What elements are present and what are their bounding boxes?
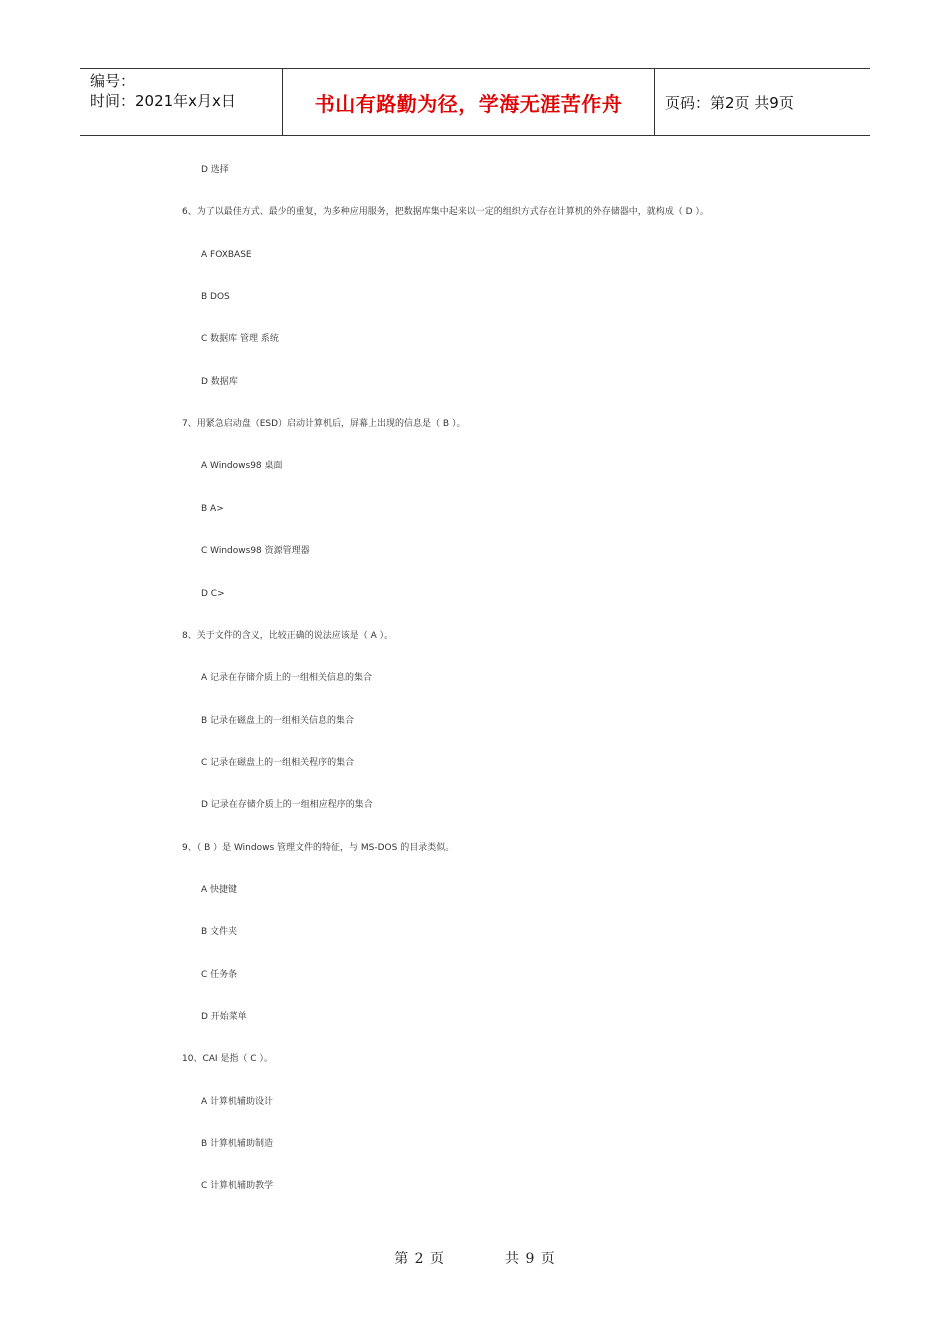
answer-option: A 计算机辅助设计 [201, 1097, 274, 1107]
answer-option: B 记录在磁盘上的一组相关信息的集合 [201, 716, 355, 726]
answer-option: C Windows98 资源管理器 [201, 546, 310, 556]
question-text: 8、关于文件的含义，比较正确的说法应该是（ A ）。 [182, 631, 394, 641]
answer-option: B 计算机辅助制造 [201, 1139, 274, 1149]
document-time-label: 时间：2021年x月x日 [90, 92, 236, 110]
answer-option: A 记录在存储介质上的一组相关信息的集合 [201, 673, 373, 683]
question-text: 7、用紧急启动盘（ESD）启动计算机后，屏幕上出现的信息是（ B ）。 [182, 419, 466, 429]
document-number-label: 编号： [90, 72, 136, 90]
answer-option: D 开始菜单 [201, 1012, 247, 1022]
answer-option: C 记录在磁盘上的一组相关程序的集合 [201, 758, 355, 768]
answer-option: D C> [201, 589, 225, 599]
answer-option: C 数据库 管理 系统 [201, 334, 279, 344]
footer-total-pages: 共 9 页 [505, 1251, 556, 1267]
answer-option: B DOS [201, 292, 230, 302]
answer-option: A Windows98 桌面 [201, 461, 283, 471]
header-page-label: 页码：第2页 共9页 [665, 93, 794, 112]
question-text: 10、CAI 是指（ C ）。 [182, 1054, 273, 1064]
answer-option: D 记录在存储介质上的一组相应程序的集合 [201, 800, 373, 810]
answer-option: D 数据库 [201, 377, 238, 387]
header-motto: 书山有路勤为径，学海无涯苦作舟 [282, 69, 655, 135]
question-text: 6、为了以最佳方式、最少的重复，为多种应用服务，把数据库集中起来以一定的组织方式存在计算机的外存储器中，就构成（ D ）。 [182, 207, 709, 217]
question-text: 9、（ B ）是 Windows 管理文件的特征，与 MS-DOS 的目录类似。 [182, 843, 455, 853]
header-info-cell [80, 69, 282, 135]
answer-option: C 计算机辅助教学 [201, 1181, 274, 1191]
answer-option: D 选择 [201, 165, 229, 175]
page-footer [0, 1248, 950, 1268]
answer-option: C 任务条 [201, 970, 238, 980]
answer-option: B 文件夹 [201, 927, 238, 937]
page-header [80, 68, 870, 136]
answer-option: B A> [201, 504, 224, 514]
answer-option: A 快捷键 [201, 885, 238, 895]
answer-option: A FOXBASE [201, 250, 252, 260]
footer-page-number: 第 2 页 [394, 1251, 445, 1267]
